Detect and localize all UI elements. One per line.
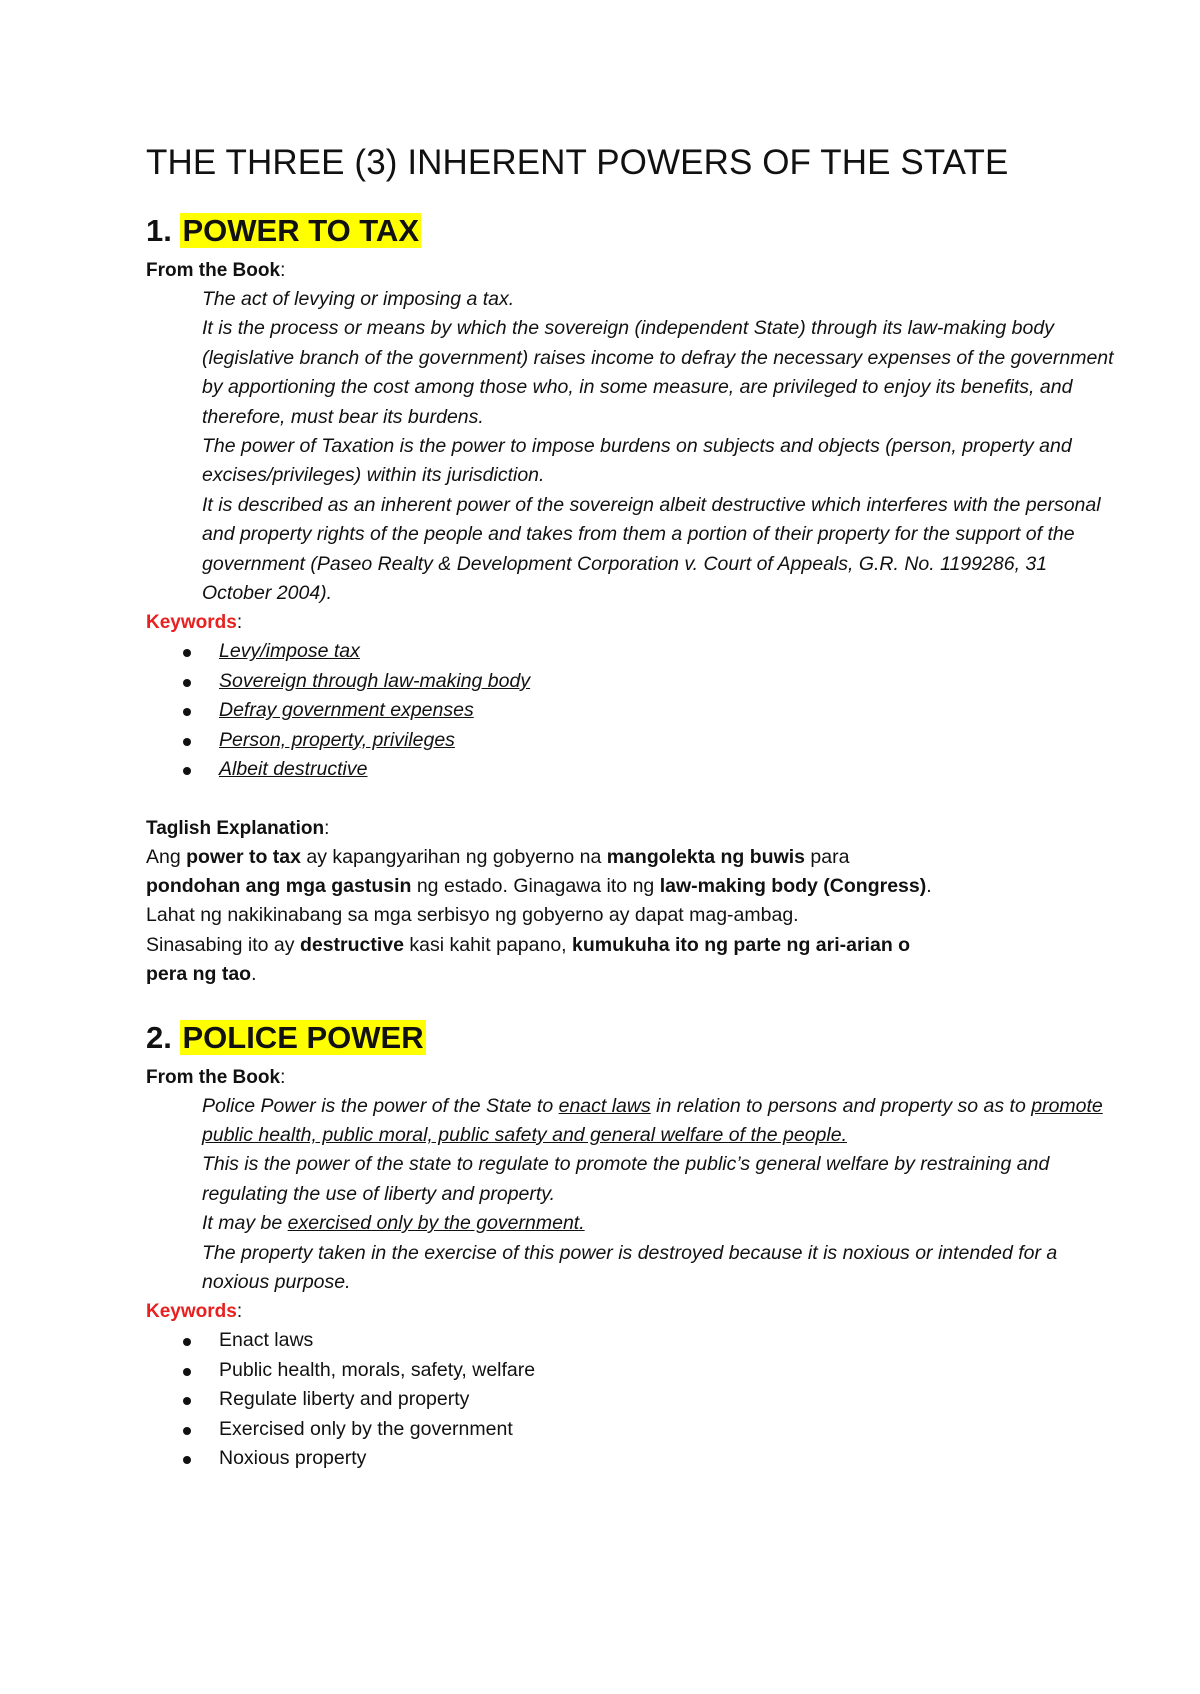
list-item: Noxious property	[183, 1444, 1120, 1473]
list-item: Albeit destructive	[183, 755, 1120, 784]
book-line: It may be exercised only by the government.	[202, 1212, 585, 1235]
list-item: Defray government expenses	[183, 696, 1120, 725]
list-item: Public health, morals, safety, welfare	[183, 1356, 1120, 1385]
bullet-icon	[183, 738, 191, 746]
book-line: The power of Taxation is the power to impose burdens on subjects and objects (person, property and excises/privileges) within its jurisdiction.	[202, 435, 1072, 487]
book-line: The property taken in the exercise of this power is destroyed because it is noxious or intended for a noxious purpose.	[202, 1241, 1058, 1293]
section-number: 1.	[146, 213, 181, 248]
section-power-to-tax	[146, 212, 1120, 990]
book-definition	[202, 1092, 1120, 1298]
taglish-label: Taglish Explanation:	[146, 817, 330, 839]
taglish-line: Ang power to tax ay kapangyarihan ng gobyerno na mangolekta ng buwis para	[146, 845, 850, 868]
book-line: It is described as an inherent power of the sovereign albeit destructive which interferes with the personal and property rights of the people and takes from them a portion of their property for the support of the government (Paseo Realty & Development Corporation v. Court of Appeals, G.R. No. 1199286, 31 October 2004).	[202, 493, 1101, 605]
keywords-label: Keywords:	[146, 612, 243, 634]
book-line: The act of levying or imposing a tax.	[202, 288, 515, 310]
from-book-label: From the Book:	[146, 1066, 286, 1088]
list-item: Levy/impose tax	[183, 637, 1120, 666]
book-line: It is the process or means by which the sovereign (independent State) through its law-making body (legislative branch of the government) raises income to defray the necessary expenses of the government by apportioning the cost among those who, in some measure, are privileged to enjoy its benefits, and therefore, must bear its burdens.	[202, 317, 1114, 428]
list-item: Person, property, privileges	[183, 726, 1120, 755]
bullet-icon	[183, 708, 191, 716]
bullet-icon	[183, 1456, 191, 1464]
list-item: Enact laws	[183, 1326, 1120, 1355]
book-definition	[202, 285, 1120, 608]
list-item: Exercised only by the government	[183, 1415, 1120, 1444]
taglish-line: pondohan ang mga gastusin ng estado. Ginagawa ito ng law-making body (Congress).	[146, 874, 932, 897]
taglish-explanation	[146, 843, 1120, 990]
taglish-line: pera ng tao.	[146, 963, 257, 986]
bullet-icon	[183, 649, 191, 657]
keywords-list	[146, 1326, 1120, 1473]
keywords-label: Keywords:	[146, 1301, 243, 1323]
bullet-icon	[183, 1397, 191, 1405]
highlighted-heading: POLICE POWER	[182, 1019, 424, 1055]
document-title: THE THREE (3) INHERENT POWERS OF THE STATE	[146, 143, 1009, 182]
keywords-list	[146, 637, 1120, 784]
book-line: This is the power of the state to regulate to promote the public’s general welfare by restraining and regulating the use of liberty and property.	[202, 1153, 1050, 1205]
bullet-icon	[183, 679, 191, 687]
from-book-label: From the Book:	[146, 260, 286, 281]
section-police-power	[146, 1019, 1120, 1474]
bullet-icon	[183, 1338, 191, 1346]
book-line: Police Power is the power of the State to enact laws in relation to persons and property so as to promote public health, public moral, public safety and general welfare of the people.	[202, 1094, 1103, 1146]
section-number: 2.	[146, 1019, 181, 1055]
bullet-icon	[183, 1368, 191, 1376]
section-heading	[146, 212, 1120, 250]
bullet-icon	[183, 767, 191, 775]
bullet-icon	[183, 1427, 191, 1435]
section-heading	[146, 1019, 1120, 1057]
list-item: Regulate liberty and property	[183, 1385, 1120, 1414]
taglish-line: Sinasabing ito ay destructive kasi kahit papano, kumukuha ito ng parte ng ari-arian o	[146, 933, 911, 956]
list-item: Sovereign through law-making body	[183, 667, 1120, 696]
highlighted-heading: POWER TO TAX	[182, 213, 419, 248]
taglish-line: Lahat ng nakikinabang sa mga serbisyo ng gobyerno ay dapat mag-ambag.	[146, 904, 799, 927]
